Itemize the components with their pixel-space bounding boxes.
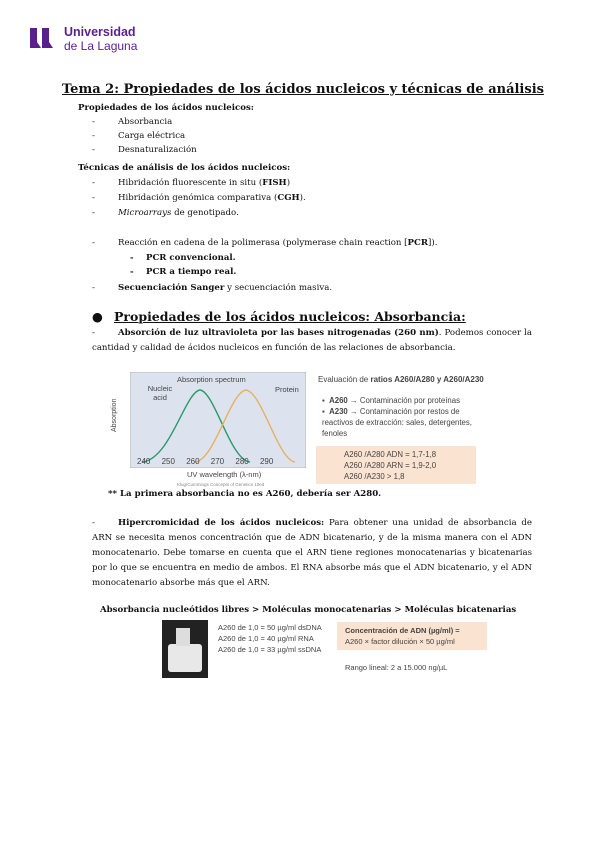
protein-label: Protein bbox=[275, 385, 299, 394]
list-item: - Carga eléctrica bbox=[92, 131, 186, 141]
absorbance-paragraph: - Absorción de luz ultravioleta por las bases nitrogenadas (260 nm). Podemos conocer la cantidad y calidad de ácidos nucleicos en función de las relaciones de absorbancia. bbox=[92, 328, 532, 353]
list-item: - Desnaturalización bbox=[92, 145, 197, 155]
page-title: Tema 2: Propiedades de los ácidos nucleicos y técnicas de análisis bbox=[62, 82, 544, 97]
correction-note: ** La primera absorbancia no es A260, debería ser A280. bbox=[108, 489, 382, 499]
list-item: - Hibridación fluorescente in situ (FISH) bbox=[92, 178, 291, 188]
chart-title: Absorption spectrum bbox=[177, 375, 246, 384]
list-item: - PCR convencional. bbox=[130, 253, 236, 263]
section-heading: ● Propiedades de los ácidos nucleicos: Absorbancia: bbox=[92, 309, 466, 324]
list-item: - PCR a tiempo real. bbox=[130, 267, 237, 277]
list-item: - Secuenciación Sanger y secuenciación masiva. bbox=[92, 283, 333, 293]
hipercromicidad-paragraph: - Hipercromicidad de los ácidos nucleicos: Para obtener una unidad de absorbancia de ARN se necesita menos concentración que de ADN bicatenario, y de la misma manera con el ADN monocatenario. Debe tomarse en cuenta que el ARN tiene regiones monocatenarias y bicatenarias por lo que se encuentra en medio de ambos. El RNA absorbe más que el ADN bicatenario, y el ADN monocatenario absorbe más que el ARN. bbox=[92, 518, 532, 588]
ratios-title: Evaluación de ratios A260/A280 y A260/A230 bbox=[318, 375, 484, 384]
ull-logo-icon bbox=[28, 26, 58, 50]
linear-range: Rango lineal: 2 a 15.000 ng/µL bbox=[345, 663, 448, 672]
list-item: - Microarrays de genotipado. bbox=[92, 208, 239, 218]
university-logo bbox=[28, 25, 138, 54]
tecnicas-heading: Técnicas de análisis de los ácidos nucleicos: bbox=[78, 163, 291, 173]
nucleic-label: Nucleic acid bbox=[147, 384, 173, 402]
chart-ylabel: Absorption bbox=[111, 398, 118, 432]
chart-xlabel: UV wavelength (λ-nm) bbox=[187, 470, 262, 479]
formula-box: Concentración de ADN (µg/ml) = A260 × factor dilución × 50 µg/ml bbox=[337, 622, 487, 650]
list-item: - Absorbancia bbox=[92, 117, 173, 127]
absorbance-order: Absorbancia nucleótidos libres > Moléculas monocatenarias > Moléculas bicatenarias bbox=[100, 605, 517, 615]
logo-line2: de La Laguna bbox=[64, 39, 138, 53]
chart-credit: Klug/Cummings Concepts of Genetics 10ed bbox=[177, 482, 265, 487]
list-item: - Reacción en cadena de la polimerasa (polymerase chain reaction [PCR]). bbox=[92, 238, 438, 248]
ratios-bullets: ▪ A260 → Contaminación por proteínas ▪ A230 → Contaminación por restos de reactivos de extracción: sales, detergentes, fenoles bbox=[322, 396, 472, 438]
spectrophotometer-image bbox=[162, 620, 208, 678]
conversion-list: A260 de 1,0 = 50 µg/ml dsDNA A260 de 1,0 = 40 µg/ml RNA A260 de 1,0 = 33 µg/ml ssDNA bbox=[218, 623, 322, 654]
ratios-box: A260 /A280 ADN = 1,7-1,8 A260 /A280 ARN = 1,9-2,0 A260 /A230 > 1,8 bbox=[316, 446, 476, 484]
list-item: - Hibridación genómica comparativa (CGH). bbox=[92, 193, 306, 203]
props-heading: Propiedades de los ácidos nucleicos: bbox=[78, 103, 254, 113]
logo-line1: Universidad bbox=[64, 25, 136, 39]
absorption-spectrum-figure bbox=[111, 372, 315, 492]
x-ticks: 240 250 260 270 280 290 bbox=[137, 457, 274, 466]
